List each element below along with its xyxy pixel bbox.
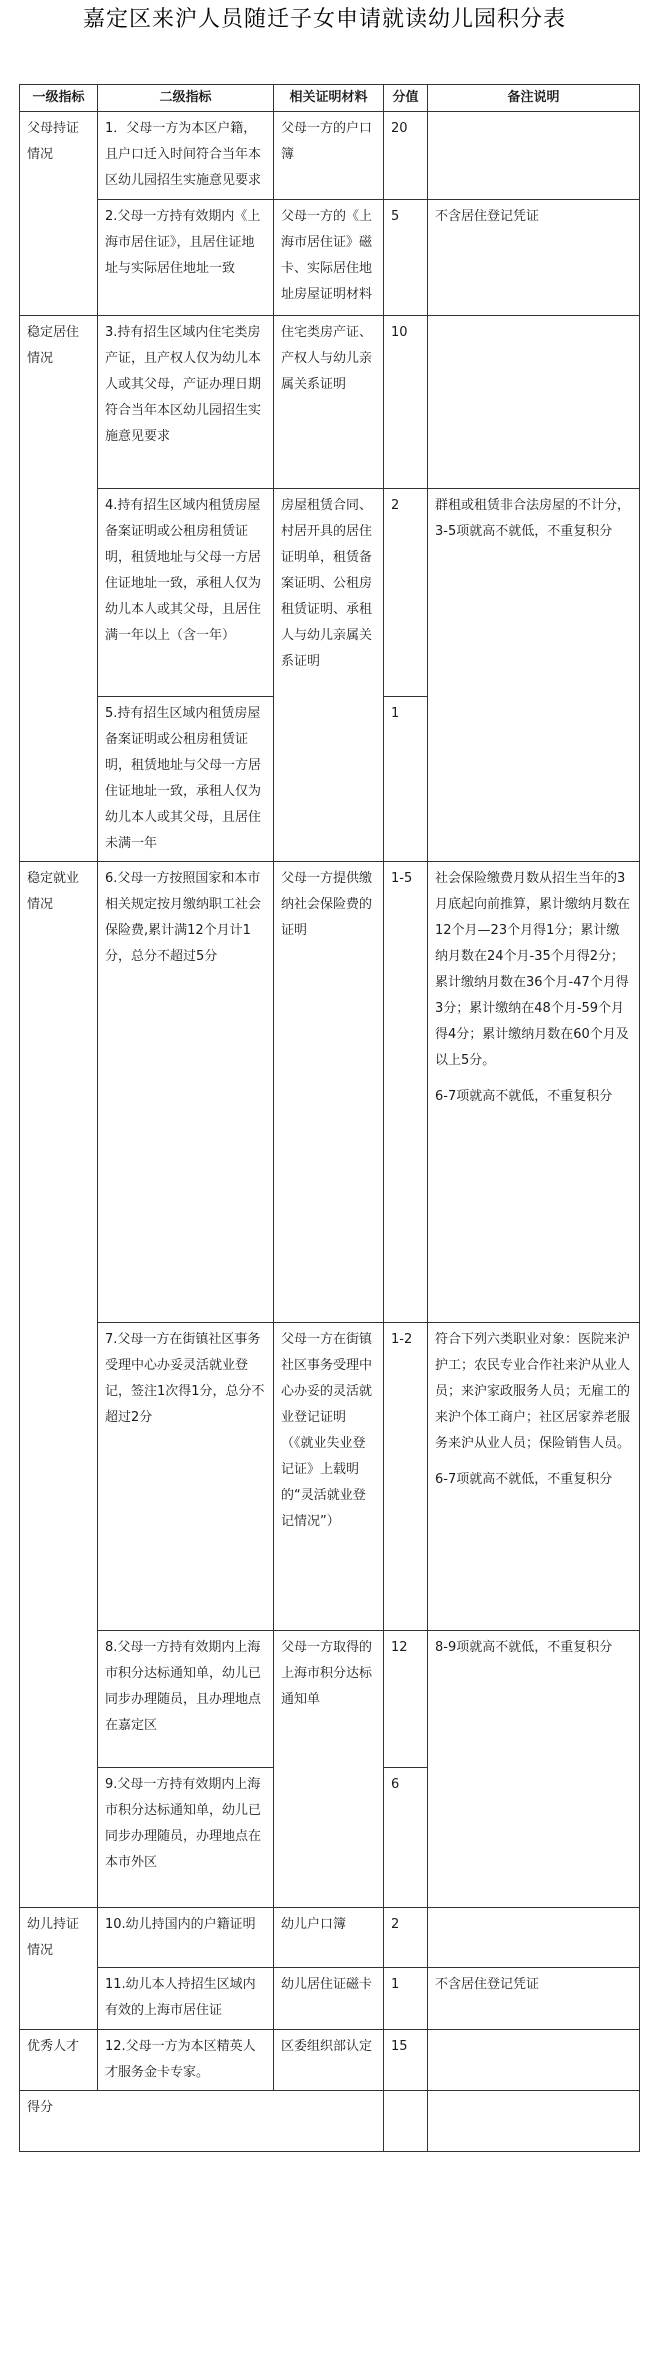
score-cell: 10: [384, 316, 428, 489]
score-cell: 1-2: [384, 1323, 428, 1631]
remark-cell: [428, 112, 640, 200]
indicator-cell: 8.父母一方持有效期内上海市积分达标通知单，幼儿已同步办理随员，且办理地点在嘉定区: [98, 1631, 274, 1768]
category-child-cert: 幼儿持证情况: [20, 1908, 98, 2030]
page-title: 嘉定区来沪人员随迁子女申请就读幼儿园积分表: [82, 7, 566, 32]
remark-cell-rent: 群租或租赁非合法房屋的不计分，3-5项就高不就低，不重复积分: [428, 489, 640, 862]
indicator-cell: 11.幼儿本人持招生区域内有效的上海市居住证: [98, 1968, 274, 2030]
score-table: [19, 84, 640, 2152]
score-cell: 1: [384, 697, 428, 862]
indicator-cell: 6.父母一方按照国家和本市相关规定按月缴纳职工社会保险费,累计满12个月计1分，总分不超过5分: [98, 862, 274, 1323]
table-header-row: [20, 85, 640, 112]
remark-cell: [428, 1323, 640, 1631]
docs-cell: 父母一方的《上海市居住证》磁卡、实际居住地址房屋证明材料: [274, 200, 384, 316]
remark-text: 6-7项就高不就低，不重复积分: [435, 1089, 613, 1104]
table-row: [20, 1968, 640, 2030]
table-row: [20, 1908, 640, 1968]
remark-cell: [428, 862, 640, 1323]
header-docs: 相关证明材料: [274, 85, 384, 112]
table-row: [20, 489, 640, 697]
remark-cell: [428, 316, 640, 489]
score-cell: 6: [384, 1768, 428, 1908]
total-remark-cell: [428, 2091, 640, 2152]
remark-cell: [428, 2030, 640, 2091]
docs-cell-rent: 房屋租赁合同、村居开具的居住证明单，租赁备案证明、公租房租赁证明、承租人与幼儿亲属关系证明: [274, 489, 384, 862]
indicator-cell: 1．父母一方为本区户籍，且户口迁入时间符合当年本区幼儿园招生实施意见要求: [98, 112, 274, 200]
docs-cell: 父母一方的户口簿: [274, 112, 384, 200]
total-score-cell: [384, 2091, 428, 2152]
remark-text: 6-7项就高不就低，不重复积分: [435, 1472, 613, 1487]
score-cell: 5: [384, 200, 428, 316]
header-remarks: 备注说明: [428, 85, 640, 112]
total-label: 得分: [20, 2091, 384, 2152]
category-stable-employment: 稳定就业情况: [20, 862, 98, 1908]
table-row: [20, 112, 640, 200]
docs-cell: 父母一方在街镇社区事务受理中心办妥的灵活就业登记证明（《就业失业登记证》上载明的“灵活就业登记情况”）: [274, 1323, 384, 1631]
table-row: [20, 1323, 640, 1631]
indicator-cell: 7.父母一方在街镇社区事务受理中心办妥灵活就业登记，签注1次得1分，总分不超过2分: [98, 1323, 274, 1631]
remark-cell: [428, 1908, 640, 1968]
remark-cell: 不含居住登记凭证: [428, 200, 640, 316]
docs-cell: 住宅类房产证、产权人与幼儿亲属关系证明: [274, 316, 384, 489]
indicator-cell: 12.父母一方为本区精英人才服务金卡专家。: [98, 2030, 274, 2091]
docs-cell: 幼儿户口簿: [274, 1908, 384, 1968]
score-cell: 1-5: [384, 862, 428, 1323]
docs-cell: 区委组织部认定: [274, 2030, 384, 2091]
indicator-cell: 2.父母一方持有效期内《上海市居住证》，且居住证地址与实际居住地址一致: [98, 200, 274, 316]
indicator-cell: 10.幼儿持国内的户籍证明: [98, 1908, 274, 1968]
docs-cell: 幼儿居住证磁卡: [274, 1968, 384, 2030]
category-talent: 优秀人才: [20, 2030, 98, 2091]
indicator-cell: 9.父母一方持有效期内上海市积分达标通知单，幼儿已同步办理随员，办理地点在本市外区: [98, 1768, 274, 1908]
remark-text: 社会保险缴费月数从招生当年的3月底起向前推算，累计缴纳月数在12个月—23个月得1分；累计缴纳月数在24个月-35个月得2分；累计缴纳月数在36个月-47个月得3分；累计缴纳在48个月-59个月得4分；累计缴纳月数在60个月及以上5分。: [435, 871, 631, 1068]
category-parents-cert: 父母持证情况: [20, 112, 98, 316]
indicator-cell: 5.持有招生区域内租赁房屋备案证明或公租房租赁证明，租赁地址与父母一方居住证地址一致，承租人仅为幼儿本人或其父母，且居住未满一年: [98, 697, 274, 862]
indicator-cell: 4.持有招生区域内租赁房屋备案证明或公租房租赁证明，租赁地址与父母一方居住证地址一致，承租人仅为幼儿本人或其父母，且居住满一年以上（含一年）: [98, 489, 274, 697]
table-row: [20, 2030, 640, 2091]
score-cell: 15: [384, 2030, 428, 2091]
table-row: [20, 862, 640, 1323]
score-cell: 2: [384, 489, 428, 697]
header-level2: 二级指标: [98, 85, 274, 112]
table-row: [20, 1631, 640, 1768]
score-cell: 2: [384, 1908, 428, 1968]
indicator-cell: 3.持有招生区域内住宅类房产证，且产权人仅为幼儿本人或其父母，产证办理日期符合当年本区幼儿园招生实施意见要求: [98, 316, 274, 489]
remark-cell: 不含居住登记凭证: [428, 1968, 640, 2030]
score-cell: 12: [384, 1631, 428, 1768]
remark-text: 符合下列六类职业对象：医院来沪护工；农民专业合作社来沪从业人员；来沪家政服务人员；无雇工的来沪个体工商户；社区居家养老服务来沪从业人员；保险销售人员。: [435, 1332, 631, 1451]
docs-cell: 父母一方提供缴纳社会保险费的证明: [274, 862, 384, 1323]
table-row: [20, 316, 640, 489]
table-row: [20, 200, 640, 316]
total-row: [20, 2091, 640, 2152]
score-cell: 1: [384, 1968, 428, 2030]
remark-cell-points: 8-9项就高不就低，不重复积分: [428, 1631, 640, 1908]
score-cell: 20: [384, 112, 428, 200]
docs-cell-points: 父母一方取得的上海市积分达标通知单: [274, 1631, 384, 1908]
header-level1: 一级指标: [20, 85, 98, 112]
header-score: 分值: [384, 85, 428, 112]
category-stable-residence: 稳定居住情况: [20, 316, 98, 862]
